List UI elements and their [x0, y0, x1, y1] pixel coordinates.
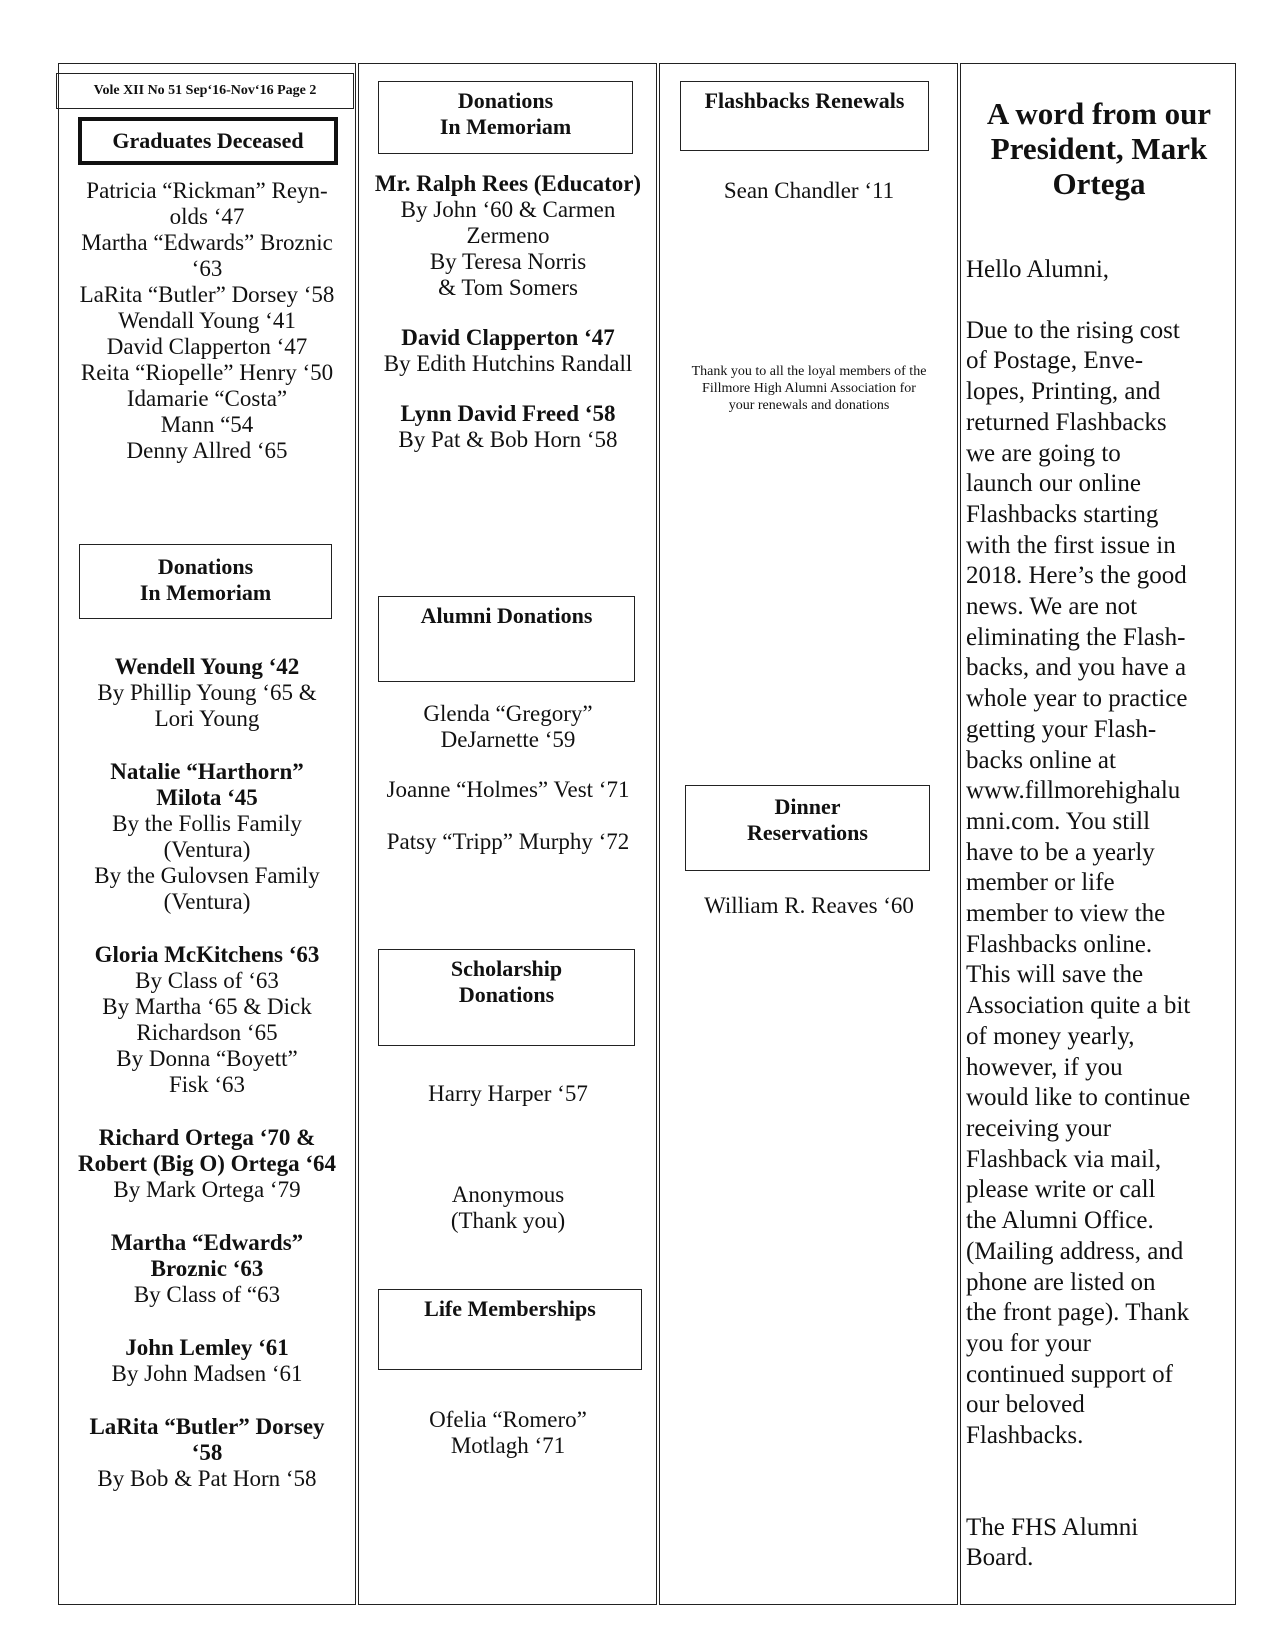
- list-item: Patricia “Rickman” Reyn-: [86, 178, 328, 203]
- list-item: Wendall Young ‘41: [118, 308, 296, 333]
- letter-line: phone are listed on: [966, 1268, 1156, 1296]
- note-line: Thank you to all the loyal members of the: [691, 364, 927, 379]
- deceased-list: [60, 178, 354, 464]
- letter-line: member or life: [966, 869, 1115, 897]
- title-line: Ortega: [1052, 166, 1146, 201]
- box-title-line: Donations: [157, 554, 254, 579]
- list-item: Motlagh ‘71: [450, 1433, 566, 1458]
- letter-line: Flashback via mail,: [966, 1145, 1162, 1173]
- list-item: William R. Reaves ‘60: [704, 893, 914, 918]
- letter-line: however, if you: [966, 1053, 1123, 1081]
- letter-line: receiving your: [966, 1114, 1112, 1142]
- memoriam-by: By the Follis Family: [112, 811, 302, 836]
- letter-line: launch our online: [966, 470, 1141, 498]
- memoriam-by: By Class of “63: [133, 1282, 281, 1307]
- memoriam-by: By Bob & Pat Horn ‘58: [97, 1466, 317, 1491]
- box-title-line: Donations: [457, 88, 554, 113]
- letter-line: 2018. Here’s the good: [966, 562, 1187, 590]
- memoriam-by: By John ‘60 & Carmen: [400, 197, 616, 222]
- memoriam-title-middle: [378, 81, 633, 154]
- list-item: LaRita “Butler” Dorsey ‘58: [79, 282, 335, 307]
- letter-line: of Postage, Enve-: [966, 347, 1144, 375]
- list-item: Patsy “Tripp” Murphy ‘72: [386, 829, 630, 854]
- list-item: Mann “54: [160, 412, 254, 437]
- box-title-line: Scholarship: [450, 956, 563, 981]
- letter-line: with the first issue in: [966, 531, 1176, 559]
- memoriam-by: & Tom Somers: [438, 275, 578, 300]
- letter-line: we are going to: [966, 439, 1121, 467]
- letter-line: of money yearly,: [966, 1022, 1135, 1050]
- memoriam-by: Richardson ‘65: [136, 1020, 278, 1045]
- alumni-donations-list: [360, 701, 656, 753]
- memoriam-name: Lynn David Freed ‘58: [400, 401, 616, 426]
- box-title-line: Reservations: [747, 820, 868, 845]
- memoriam-name: LaRita “Butler” Dorsey: [89, 1414, 325, 1439]
- memoriam-by: By Mark Ortega ‘79: [113, 1177, 301, 1202]
- memoriam-by: Zermeno: [466, 223, 550, 248]
- title-line: A word from our: [986, 96, 1212, 131]
- memoriam-by: By Donna “Boyett”: [116, 1046, 298, 1071]
- letter-line: Due to the rising cost: [966, 316, 1180, 344]
- life-memberships-title: Life Memberships: [378, 1289, 642, 1370]
- memoriam-list-left: [60, 654, 354, 1492]
- letter-line: Flashbacks online.: [966, 930, 1153, 958]
- letter-line: getting your Flash-: [966, 715, 1157, 743]
- life-memberships-list: [360, 1407, 656, 1459]
- memoriam-name: David Clapperton ‘47: [401, 325, 615, 350]
- memoriam-by: By the Gulovsen Family: [94, 863, 320, 888]
- letter-line: (Mailing address, and: [966, 1237, 1184, 1265]
- letter-line: have to be a yearly: [966, 838, 1155, 866]
- letter-line: you for your: [966, 1329, 1091, 1357]
- list-item: Reita “Riopelle” Henry ‘50: [80, 360, 334, 385]
- memoriam-by: (Ventura): [163, 889, 251, 914]
- memoriam-by: (Ventura): [163, 837, 251, 862]
- memoriam-list-middle: [360, 171, 656, 453]
- letter-line: returned Flashbacks: [966, 408, 1167, 436]
- letter-line: news. We are not: [966, 593, 1138, 621]
- letter-line: backs online at: [966, 746, 1116, 774]
- scholarship-anonymous: [360, 1182, 656, 1234]
- memoriam-name: Natalie “Harthorn”: [110, 759, 304, 784]
- letter-line: please write or call: [966, 1176, 1156, 1204]
- list-item: Denny Allred ‘65: [126, 438, 288, 463]
- greeting: Hello Alumni,: [966, 256, 1110, 283]
- box-title-line: Dinner: [774, 794, 841, 819]
- president-letter-body: [966, 255, 1236, 1574]
- president-letter-title: [965, 96, 1233, 201]
- volume-header: Vole XII No 51 Sep‘16-Nov‘16 Page 2: [56, 73, 354, 109]
- letter-line: the front page). Thank: [966, 1299, 1190, 1327]
- letter-line: Flashbacks starting: [966, 500, 1159, 528]
- memoriam-name: Robert (Big O) Ortega ‘64: [77, 1151, 337, 1176]
- letter-line: continued support of: [966, 1360, 1173, 1388]
- memoriam-by: By Martha ‘65 & Dick: [102, 994, 312, 1019]
- box-title-line: Donations: [458, 982, 555, 1007]
- memoriam-name: John Lemley ‘61: [125, 1335, 289, 1360]
- thank-you-note: [661, 363, 957, 414]
- note-line: Fillmore High Alumni Association for: [702, 381, 916, 396]
- box-title-line: In Memoriam: [139, 580, 272, 605]
- list-item: Glenda “Gregory”: [423, 701, 593, 726]
- letter-line: eliminating the Flash-: [966, 623, 1186, 651]
- letter-line: would like to continue: [966, 1084, 1191, 1112]
- letter-line: Association quite a bit: [966, 992, 1191, 1020]
- memoriam-name: Wendell Young ‘42: [114, 654, 300, 679]
- alumni-donations-title: Alumni Donations: [378, 596, 635, 682]
- memoriam-name: ‘58: [191, 1440, 223, 1465]
- letter-line: www.fillmorehighalu: [966, 777, 1181, 805]
- list-item: Idamarie “Costa”: [126, 386, 288, 411]
- memoriam-name: Gloria McKitchens ‘63: [94, 942, 320, 967]
- list-item: (Thank you): [450, 1208, 566, 1233]
- memoriam-name: Martha “Edwards”: [110, 1230, 304, 1255]
- memoriam-by: By Pat & Bob Horn ‘58: [398, 427, 618, 452]
- memoriam-by: By John Madsen ‘61: [111, 1361, 303, 1386]
- list-item: Harry Harper ‘57: [428, 1081, 588, 1106]
- memoriam-name: Mr. Ralph Rees (Educator): [374, 171, 642, 196]
- list-item: Joanne “Holmes” Vest ‘71: [386, 777, 630, 802]
- list-item: Anonymous: [451, 1182, 565, 1207]
- list-item: Martha “Edwards” Broznic: [81, 230, 333, 255]
- letter-paragraph: [966, 316, 1236, 1452]
- deceased-title: Graduates Deceased: [78, 117, 338, 165]
- list-item: David Clapperton ‘47: [106, 334, 308, 359]
- memoriam-by: By Phillip Young ‘65 &: [97, 680, 317, 705]
- letter-line: member to view the: [966, 900, 1166, 928]
- list-item: olds ‘47: [169, 204, 245, 229]
- memoriam-name: Richard Ortega ‘70 &: [98, 1125, 316, 1150]
- letter-line: backs, and you have a: [966, 654, 1187, 682]
- list-item: Ofelia “Romero”: [429, 1407, 587, 1432]
- memoriam-by: Fisk ‘63: [168, 1072, 246, 1097]
- note-line: your renewals and donations: [728, 398, 890, 413]
- box-title-line: In Memoriam: [439, 114, 572, 139]
- memoriam-title-left: [79, 544, 332, 619]
- letter-line: the Alumni Office.: [966, 1207, 1154, 1235]
- signature-line: Board.: [966, 1544, 1034, 1572]
- memoriam-by: By Class of ‘63: [135, 968, 279, 993]
- letter-line: Flashbacks.: [966, 1422, 1084, 1450]
- title-line: President, Mark: [990, 131, 1208, 166]
- letter-line: whole year to practice: [966, 685, 1188, 713]
- scholarship-donations-title: [378, 949, 635, 1046]
- list-item: ‘63: [191, 256, 223, 281]
- list-item: DeJarnette ‘59: [440, 727, 576, 752]
- signature-line: The FHS Alumni: [966, 1513, 1139, 1541]
- letter-line: This will save the: [966, 961, 1144, 989]
- memoriam-name: Milota ‘45: [156, 785, 258, 810]
- memoriam-by: By Teresa Norris: [429, 249, 587, 274]
- letter-line: lopes, Printing, and: [966, 378, 1161, 406]
- memoriam-name: Broznic ‘63: [150, 1256, 264, 1281]
- list-item: Sean Chandler ‘11: [723, 178, 895, 203]
- memoriam-by: Lori Young: [154, 706, 260, 731]
- memoriam-by: By Edith Hutchins Randall: [383, 351, 633, 376]
- flashbacks-renewals-title: Flashbacks Renewals: [680, 81, 929, 151]
- letter-line: our beloved: [966, 1391, 1085, 1419]
- letter-line: mni.com. You still: [966, 807, 1151, 835]
- dinner-reservations-title: [685, 785, 930, 871]
